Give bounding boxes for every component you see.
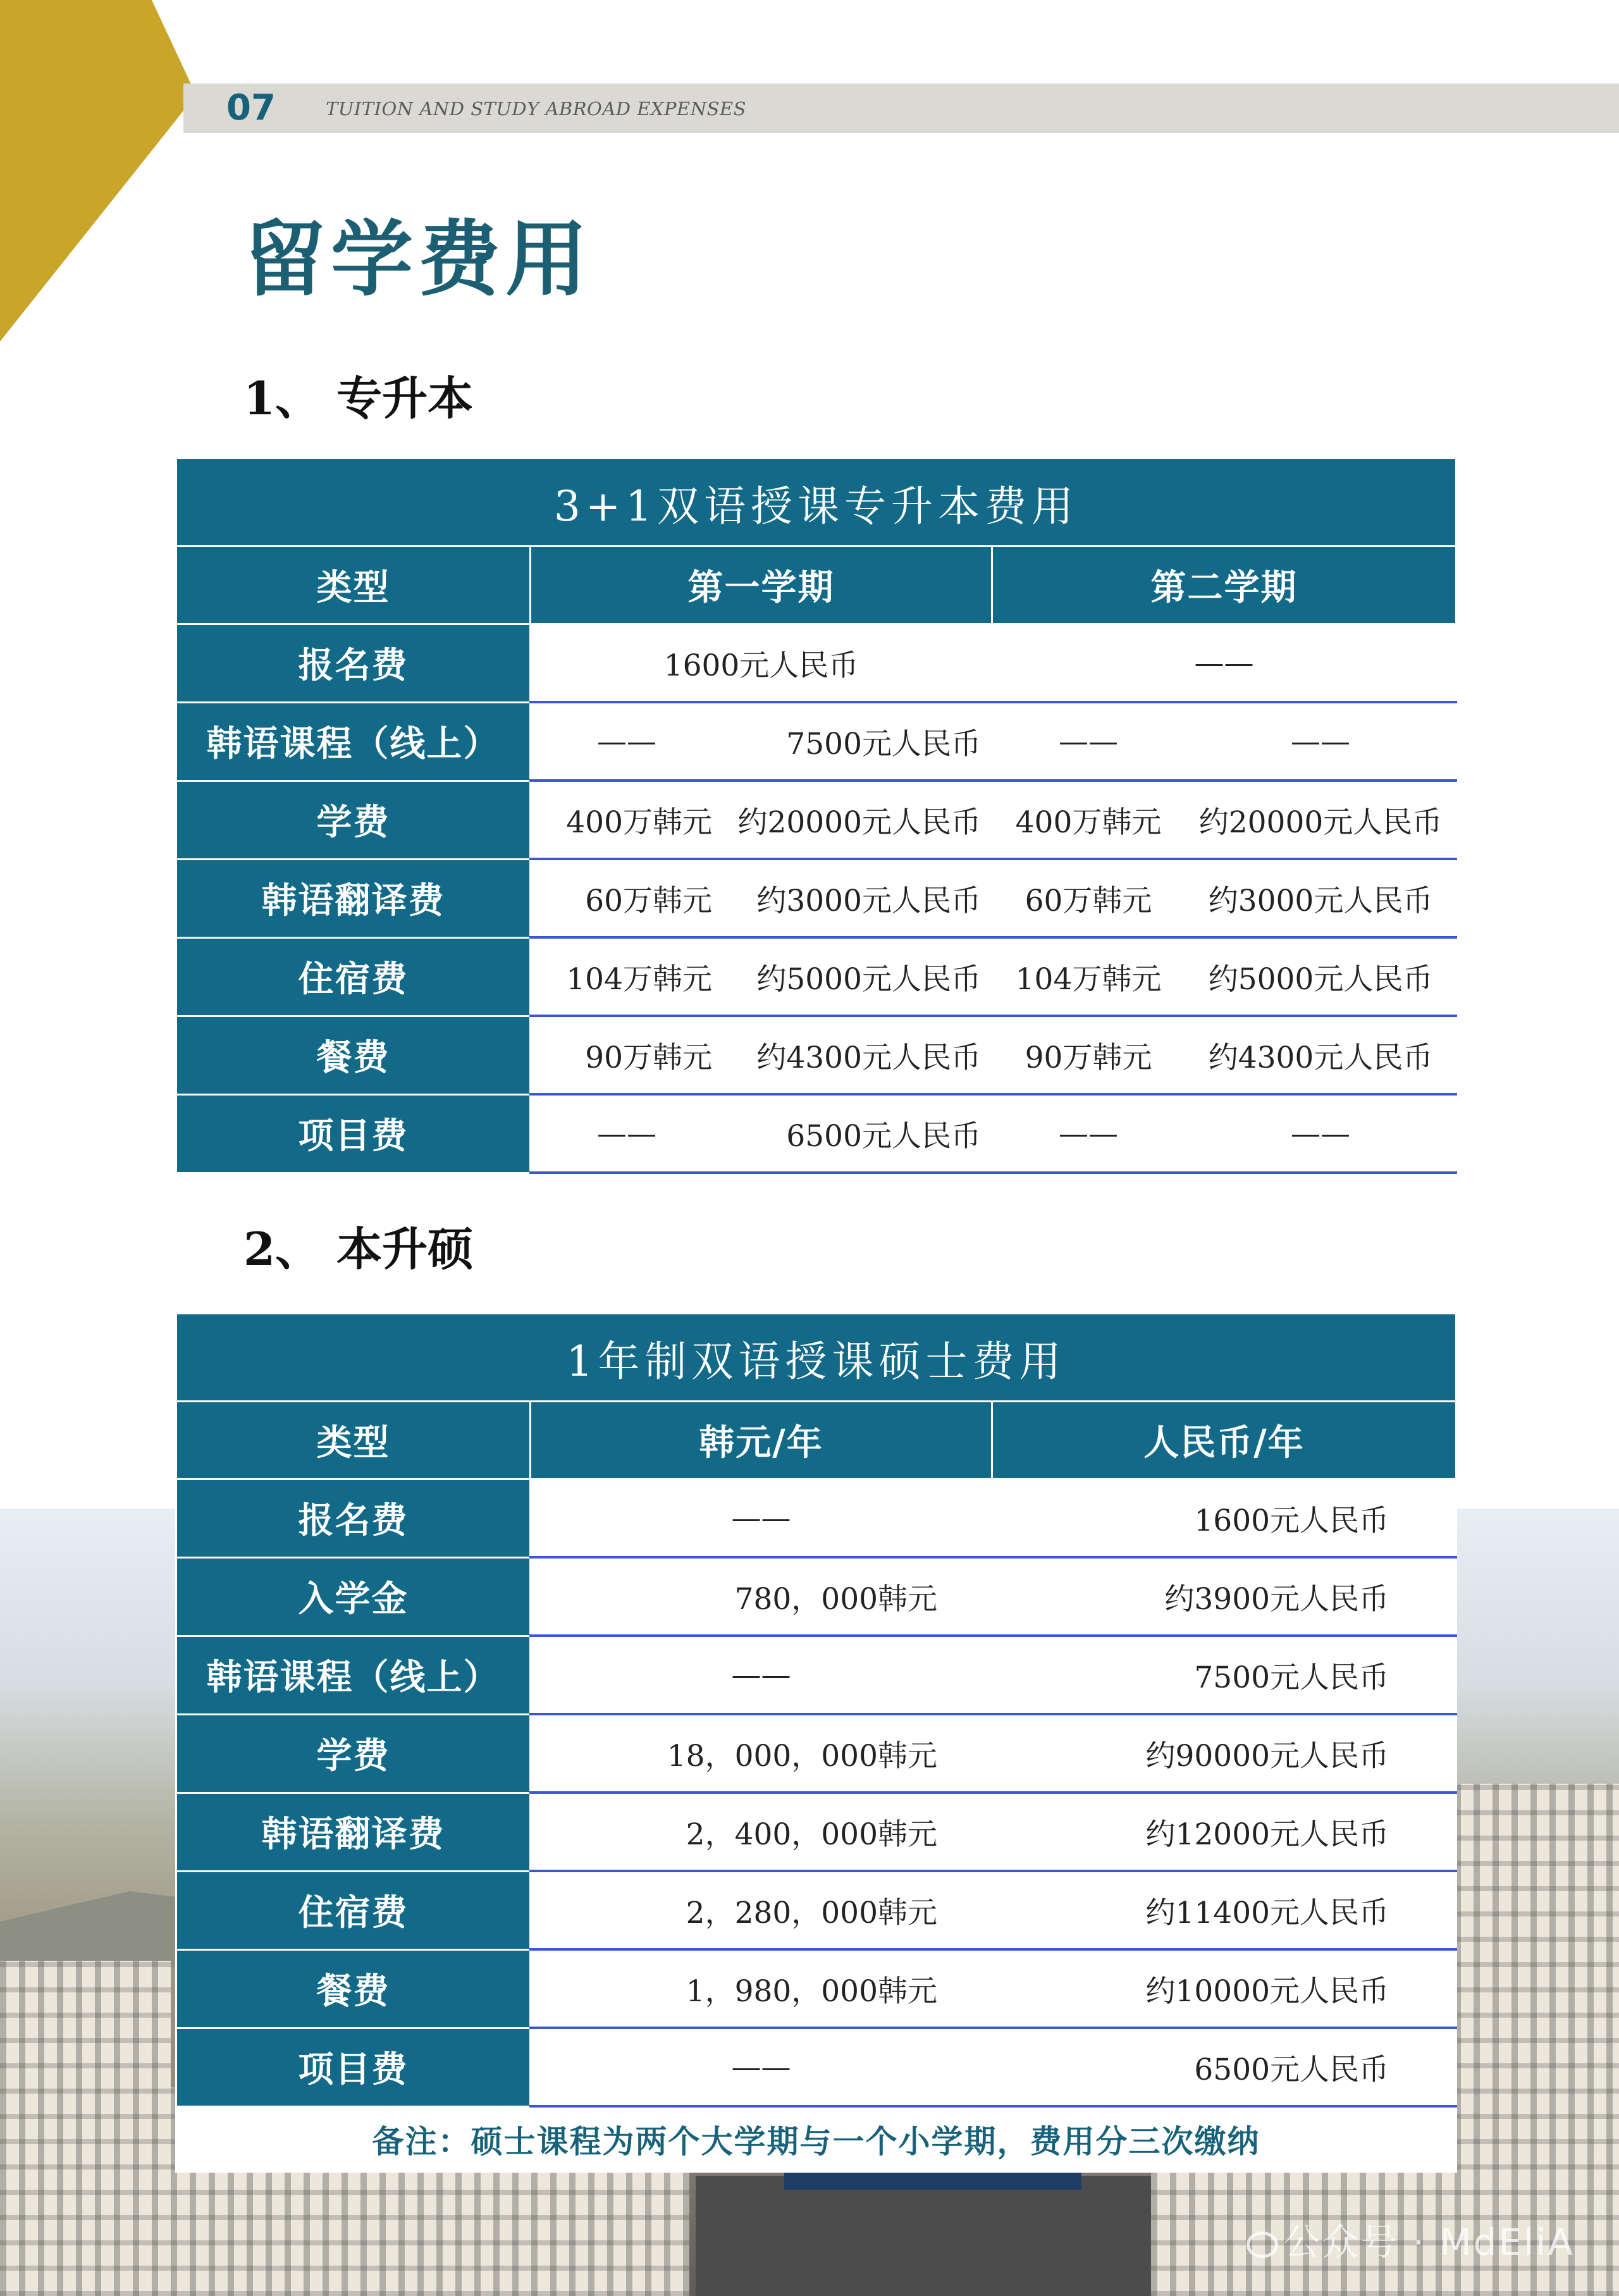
cell-value: —— [531,702,723,781]
cell-value: 90万韩元 [531,1016,723,1094]
cell-value: —— [1185,1094,1456,1173]
table-row [176,1016,1456,1094]
cell-value: 约5000元人民币 [723,937,992,1016]
page-number: 07 [226,87,276,128]
cell-value: 6500元人民币 [992,2028,1456,2106]
table-row [176,624,1456,703]
cell-value: 约12000元人民币 [992,1793,1456,1871]
header-subtitle: TUITION AND STUDY ABROAD EXPENSES [326,98,747,120]
table-row [176,1714,1456,1793]
cell-value: 约10000元人民币 [992,1949,1456,2028]
row-label: 学费 [176,781,531,859]
cell-value: 约90000元人民币 [992,1714,1456,1793]
cell-value: 约5000元人民币 [1185,937,1456,1016]
table-row [176,1949,1456,2028]
cell-value: —— [992,1094,1185,1173]
cell-value: 7500元人民币 [723,702,992,781]
cell-value: 60万韩元 [531,859,723,937]
section-title-2: 2、 本升硕 [243,1222,474,1276]
row-label: 学费 [176,1714,531,1793]
cell-value: 1，980，000韩元 [531,1949,992,2028]
cell-value: —— [531,1094,723,1173]
row-label: 韩语课程（线上） [176,1636,531,1714]
header-rmb-per-year: 人民币/年 [992,1402,1456,1479]
table-row [176,937,1456,1016]
cell-value: 90万韩元 [992,1016,1185,1094]
table-row [176,859,1456,937]
row-label: 餐费 [176,1016,531,1094]
row-label: 住宿费 [176,1871,531,1949]
table-associate-to-bachelor [175,457,1457,1174]
row-label: 韩语翻译费 [176,859,531,937]
wechat-icon [1247,2231,1278,2258]
cell-value: 约3900元人民币 [992,1557,1456,1636]
cell-value: —— [531,2028,992,2106]
cell-value: —— [992,624,1456,703]
table-row [176,781,1456,859]
cell-value: 18，000，000韩元 [531,1714,992,1793]
cell-value: 2，280，000韩元 [531,1871,992,1949]
header-type: 类型 [176,546,531,624]
cell-value: 6500元人民币 [723,1094,992,1173]
dormitory-left [0,1961,171,2296]
cell-value: —— [531,1479,992,1558]
table-row [176,2028,1456,2106]
table-caption: 3+1双语授课专升本费用 [176,459,1456,546]
table-row [176,1871,1456,1949]
row-label: 项目费 [176,1094,531,1173]
row-label: 韩语课程（线上） [176,702,531,781]
cell-value: 约20000元人民币 [723,781,992,859]
watermark-text: 公众号 · MdEliA [1283,2221,1575,2264]
table-row [176,702,1456,781]
section-title-1: 1、 专升本 [243,371,474,425]
header-semester-1: 第一学期 [531,546,992,624]
cell-value: —— [992,702,1185,781]
table-bachelor-to-master [175,1312,1457,2173]
table-row [176,1479,1456,1558]
cell-value: 2，400，000韩元 [531,1793,992,1871]
table-row [176,1094,1456,1173]
cell-value: 约20000元人民币 [1185,781,1456,859]
header-type: 类型 [176,1402,531,1479]
row-label: 韩语翻译费 [176,1793,531,1871]
cell-value: 104万韩元 [531,937,723,1016]
row-label: 入学金 [176,1557,531,1636]
cell-value: —— [1185,702,1456,781]
cell-value: 1600元人民币 [992,1479,1456,1558]
cell-value: 104万韩元 [992,937,1185,1016]
cell-value: 400万韩元 [992,781,1185,859]
cell-value: 约4300元人民币 [1185,1016,1456,1094]
cell-value: —— [531,1636,992,1714]
cell-value: 1600元人民币 [531,624,992,703]
cell-value: 7500元人民币 [992,1636,1456,1714]
table-note: 备注：硕士课程为两个大学期与一个小学期，费用分三次缴纳 [176,2106,1456,2172]
table-row [176,1557,1456,1636]
header-krw-per-year: 韩元/年 [531,1402,992,1479]
row-label: 报名费 [176,1479,531,1558]
cell-value: 约3000元人民币 [723,859,992,937]
cell-value: 约4300元人民币 [723,1016,992,1094]
cell-value: 780，000韩元 [531,1557,992,1636]
row-label: 住宿费 [176,937,531,1016]
cell-value: 约11400元人民币 [992,1871,1456,1949]
row-label: 项目费 [176,2028,531,2106]
table-caption: 1年制双语授课硕士费用 [176,1314,1456,1402]
cell-value: 400万韩元 [531,781,723,859]
table-row [176,1636,1456,1714]
corner-decoration [0,0,196,342]
campus-road [696,2176,1151,2296]
cell-value: 约3000元人民币 [1185,859,1456,937]
row-label: 报名费 [176,624,531,703]
table-row [176,1793,1456,1871]
page-title: 留学费用 [243,211,593,307]
cell-value: 60万韩元 [992,859,1185,937]
header-semester-2: 第二学期 [992,546,1456,624]
watermark [1247,2213,1575,2266]
row-label: 餐费 [176,1949,531,2028]
